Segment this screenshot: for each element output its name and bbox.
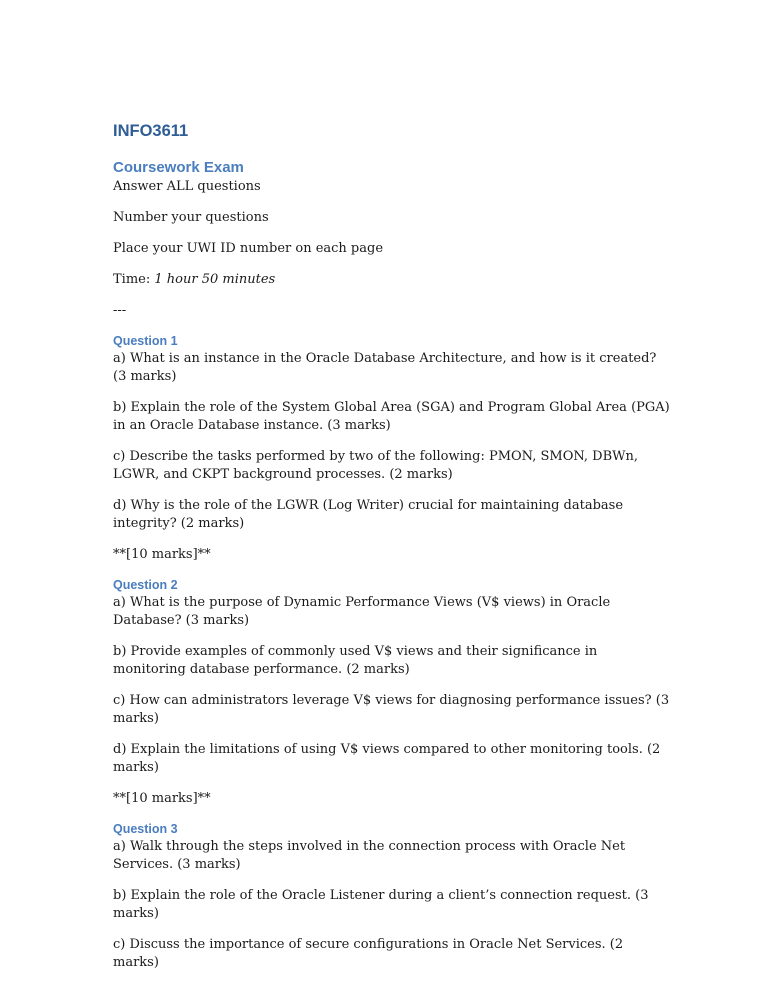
exam-document: [113, 120, 673, 985]
time-line: [113, 271, 673, 289]
question-total-marks: **[10 marks]**: [113, 547, 211, 562]
instruction-line: Place your UWI ID number on each page: [113, 241, 384, 256]
question-part: d) Explain the limitations of using V$ views compared to other monitoring tools. (2 marks): [113, 742, 661, 775]
question-part: c) How can administrators leverage V$ views for diagnosing performance issues? (3 marks): [113, 693, 670, 726]
question-heading: Question 2: [113, 578, 178, 592]
question-part: c) Describe the tasks performed by two of the following: PMON, SMON, DBWn, LGWR, and CKPT background processes. (2 marks): [113, 449, 639, 482]
separator: ---: [113, 303, 127, 318]
question-part: a) Walk through the steps involved in the connection process with Oracle Net Services. (3 marks): [113, 839, 626, 872]
instruction-line: Number your questions: [113, 210, 269, 225]
question-part: d) Why is the role of the LGWR (Log Writer) crucial for maintaining database integrity? (2 marks): [113, 498, 624, 531]
question-part: b) Explain the role of the System Global Area (SGA) and Program Global Area (PGA) in an Oracle Database instance. (3 marks): [113, 400, 670, 433]
exam-title-heading: Coursework Exam: [113, 159, 244, 176]
question-part: a) What is an instance in the Oracle Database Architecture, and how is it created? (3 marks): [113, 351, 657, 384]
question-total-marks: **[10 marks]**: [113, 791, 211, 806]
time-label: Time:: [113, 272, 155, 287]
time-value: 1 hour 50 minutes: [154, 272, 276, 287]
instruction-line: Answer ALL questions: [113, 179, 261, 194]
question-part: b) Provide examples of commonly used V$ views and their significance in monitoring database performance. (2 marks): [113, 644, 598, 677]
course-code-heading: INFO3611: [113, 122, 189, 140]
question-part: c) Discuss the importance of secure configurations in Oracle Net Services. (2 marks): [113, 937, 624, 970]
question-part: b) Explain the role of the Oracle Listener during a client’s connection request. (3 marks): [113, 888, 649, 921]
question-part: a) What is the purpose of Dynamic Performance Views (V$ views) in Oracle Database? (3 marks): [113, 595, 611, 628]
question-heading: Question 1: [113, 334, 178, 348]
question-heading: Question 3: [113, 822, 178, 836]
